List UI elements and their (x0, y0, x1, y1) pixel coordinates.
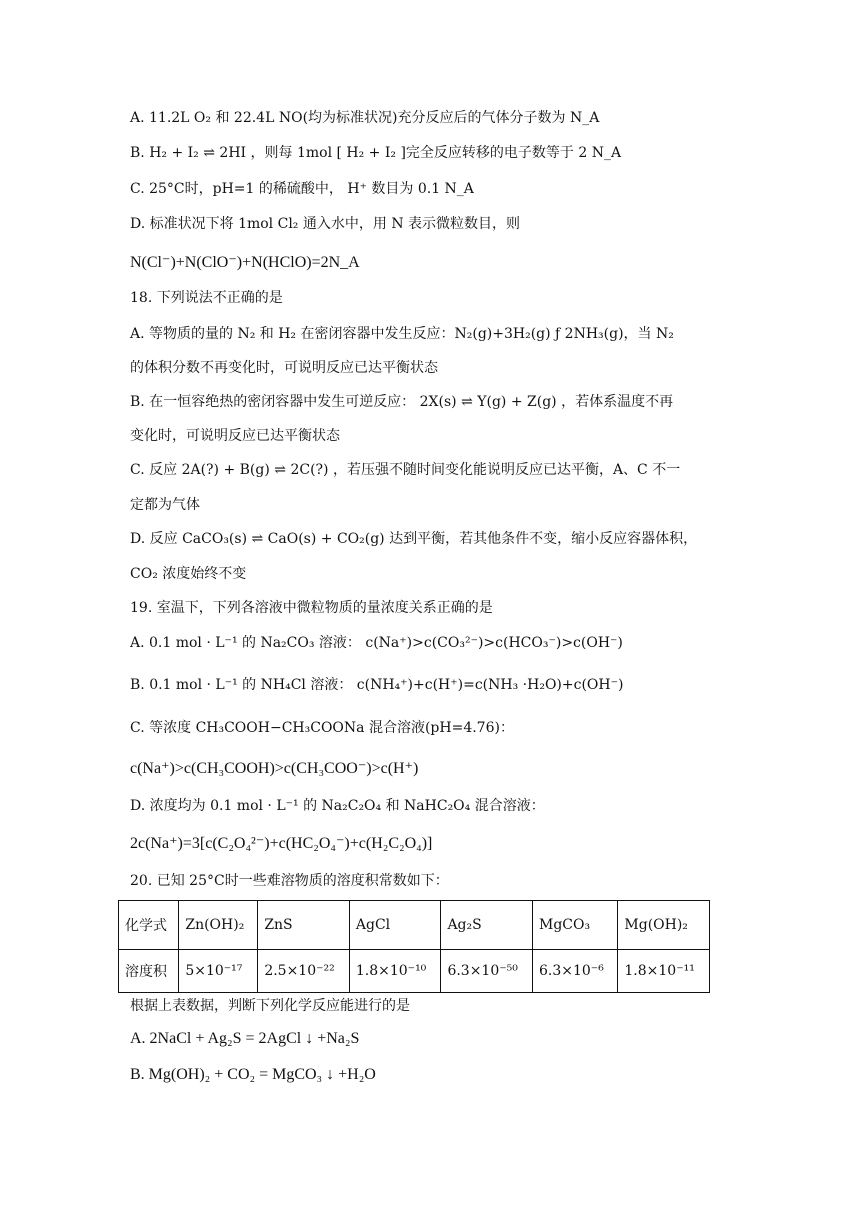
table-cell: 6.3×10⁻⁵⁰ (441, 950, 533, 993)
q18-option-b: B. 在一恒容绝热的密闭容器中发生可逆反应： 2X(s) ⇌ Y(g) + Z(g) ，若体系温度不再 (130, 394, 674, 410)
q17-option-c: C. 25°C时，pH=1 的稀硫酸中， H⁺ 数目为 0.1 N_A (130, 181, 474, 197)
q18-stem: 18. 下列说法不正确的是 (130, 290, 283, 306)
q20-instruction: 根据上表数据，判断下列化学反应能进行的是 (130, 998, 410, 1014)
q19-option-a: A. 0.1 mol · L⁻¹ 的 Na₂CO₃ 溶液： c(Na⁺)>c(CO₃²⁻)>c(HCO₃⁻)>c(OH⁻) (130, 635, 623, 651)
q18-option-a-cont: 的体积分数不再变化时，可说明反应已达平衡状态 (130, 360, 438, 376)
table-cell: 1.8×10⁻¹¹ (618, 950, 710, 993)
table-cell: Ag₂S (441, 901, 533, 950)
q17-option-b: B. H₂ + I₂ ⇌ 2HI ，则每 1mol [ H₂ + I₂ ]完全反应转移的电子数等于 2 N_A (130, 145, 622, 161)
table-cell: 化学式 (119, 901, 179, 950)
table-cell: Mg(OH)₂ (618, 901, 710, 950)
table-cell: MgCO₃ (533, 901, 618, 950)
table-cell: AgCl (349, 901, 441, 950)
table-cell: 溶度积 (119, 950, 179, 993)
q17-option-a: A. 11.2L O₂ 和 22.4L NO(均为标准状况)充分反应后的气体分子数为 N_A (130, 110, 600, 126)
table-cell: Zn(OH)₂ (179, 901, 258, 950)
ksp-table (118, 900, 710, 993)
table-cell: 1.8×10⁻¹⁰ (349, 950, 441, 993)
q17-option-d-formula: N(Cl⁻)+N(ClO⁻)+N(HClO)=2N_A (130, 254, 360, 271)
table-cell: 2.5×10⁻²² (258, 950, 350, 993)
q19-stem: 19. 室温下，下列各溶液中微粒物质的量浓度关系正确的是 (130, 600, 493, 616)
q19-option-d-formula: 2c(Na⁺)=3[c(C₂O₄²⁻)+c(HC₂O₄⁻)+c(H₂C₂O₄)] (130, 835, 433, 852)
q18-option-c-cont: 定都为气体 (130, 497, 200, 513)
q20-option-b: B. Mg(OH)₂ + CO₂ = MgCO₃ ↓ +H₂O (130, 1066, 376, 1083)
q19-option-c-formula: c(Na⁺)>c(CH₃COOH)>c(CH₃COO⁻)>c(H⁺) (130, 760, 419, 777)
q20-stem: 20. 已知 25°C时一些难溶物质的溶度积常数如下： (130, 873, 449, 889)
q17-option-d: D. 标准状况下将 1mol Cl₂ 通入水中，用 N 表示微粒数目，则 (130, 216, 521, 232)
table-row (119, 901, 710, 950)
q18-option-d: D. 反应 CaCO₃(s) ⇌ CaO(s) + CO₂(g) 达到平衡，若其他条件不变，缩小反应容器体积， (130, 531, 698, 547)
table-cell: ZnS (258, 901, 350, 950)
q18-option-b-cont: 变化时，可说明反应已达平衡状态 (130, 428, 340, 444)
table-row (119, 950, 710, 993)
q19-option-c: C. 等浓度 CH₃COOH−CH₃COONa 混合溶液(pH=4.76)： (130, 720, 514, 736)
q18-option-d-cont: CO₂ 浓度始终不变 (130, 566, 247, 582)
q19-option-b: B. 0.1 mol · L⁻¹ 的 NH₄Cl 溶液： c(NH₄⁺)+c(H⁺)=c(NH₃ ·H₂O)+c(OH⁻) (130, 677, 624, 693)
table-cell: 6.3×10⁻⁶ (533, 950, 618, 993)
q20-option-a: A. 2NaCl + Ag₂S = 2AgCl ↓ +Na₂S (130, 1030, 360, 1047)
table-cell: 5×10⁻¹⁷ (179, 950, 258, 993)
q18-option-c: C. 反应 2A(?) + B(g) ⇌ 2C(?) ，若压强不随时间变化能说明反应已达平衡，A、C 不一 (130, 462, 681, 478)
q19-option-d: D. 浓度均为 0.1 mol · L⁻¹ 的 Na₂C₂O₄ 和 NaHC₂O₄ 混合溶液： (130, 798, 545, 814)
q18-option-a: A. 等物质的量的 N₂ 和 H₂ 在密闭容器中发生反应：N₂(g)+3H₂(g) ƒ 2NH₃(g)，当 N₂ (130, 326, 674, 342)
